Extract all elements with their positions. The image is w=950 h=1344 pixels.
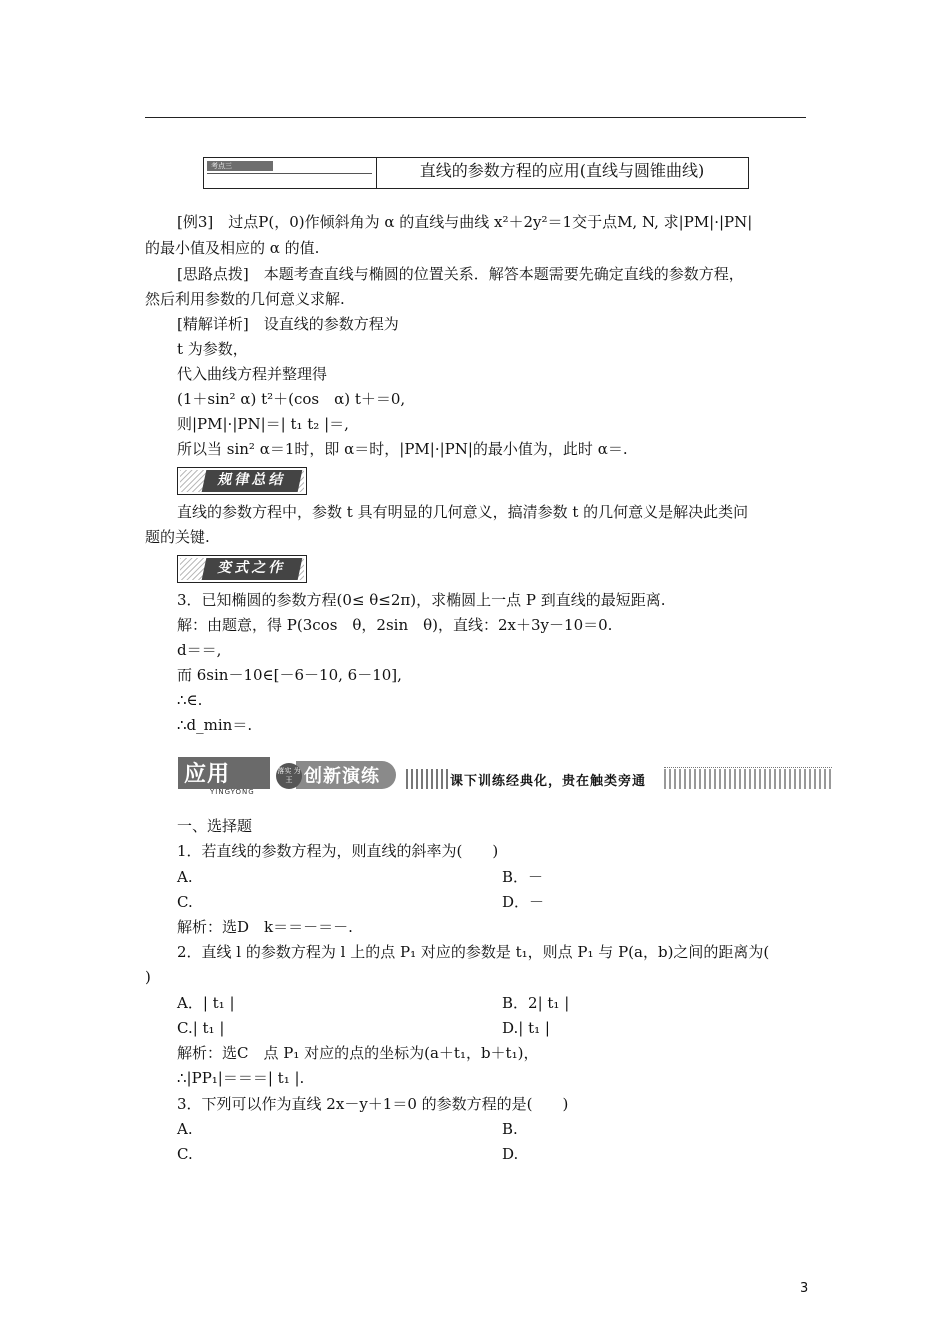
q2-stem: 2．直线 l 的参数方程为 l 上的点 P₁ 对应的参数是 t₁，则点 P₁ 与 P(a，b)之间的距离为( xyxy=(177,943,770,961)
summary-badge xyxy=(177,467,307,495)
solution-line-5: 则|PM|·|PN|＝| t₁ t₂ |＝, xyxy=(177,415,349,433)
q2-option-d: D.| t₁ | xyxy=(502,1019,550,1037)
variant-question: 3．已知椭圆的参数方程(0≤ θ≤2π)，求椭圆上一点 P 到直线的最短距离. xyxy=(177,591,666,609)
banner-bars-left xyxy=(406,769,448,789)
example-line-2: 的最小值及相应的 α 的值. xyxy=(145,239,320,257)
q2-answer-2: ∴|PP₁|＝＝＝| t₁ |. xyxy=(177,1069,305,1087)
banner-pinyin: YINGYONG xyxy=(210,788,255,796)
q1-option-b: B．－ xyxy=(502,868,544,886)
banner-dotted-rule xyxy=(664,767,832,768)
section-tag: 考点三 xyxy=(207,161,273,171)
q3-option-c: C. xyxy=(177,1145,193,1163)
section-title: 直线的参数方程的应用(直线与圆锥曲线) xyxy=(419,161,705,180)
solution-line-3: 代入曲线方程并整理得 xyxy=(177,365,328,383)
variant-answer-2: d＝＝, xyxy=(177,641,222,659)
q3-stem: 3．下列可以作为直线 2x－y＋1＝0 的参数方程的是( ) xyxy=(177,1095,569,1113)
example-line-1: [例3] 过点P(，0)作倾斜角为 α 的直线与曲线 x²＋2y²＝1交于点M, N, 求|PM|·|PN| xyxy=(177,213,753,231)
section-header xyxy=(203,157,749,189)
q1-option-d: D．－ xyxy=(502,893,545,911)
q1-option-c: C. xyxy=(177,893,193,911)
variant-answer-3: 而 6sin－10∈[－6－10, 6－10], xyxy=(177,666,402,684)
tag-underline xyxy=(207,173,372,174)
variant-badge-label: 变式之作 xyxy=(202,558,303,580)
q2-option-a: A．| t₁ | xyxy=(177,994,235,1012)
summary-badge-label: 规律总结 xyxy=(202,470,303,492)
banner-word-2: 创新演练 xyxy=(304,766,380,787)
variant-answer-1: 解：由题意，得 P(3cos θ，2sin θ)，直线：2x＋3y－10＝0. xyxy=(177,616,613,634)
solution-line-6: 所以当 sin² α＝1时，即 α＝时，|PM|·|PN|的最小值为，此时 α＝. xyxy=(177,440,628,458)
banner-slogan: 课下训练经典化，贵在触类旁通 xyxy=(450,774,647,789)
q3-option-b: B. xyxy=(502,1120,518,1138)
banner-word-1: 应用 xyxy=(184,762,231,787)
header-rule xyxy=(145,117,806,118)
exercise-heading: 一、选择题 xyxy=(177,817,253,835)
hint-line-2: 然后利用参数的几何意义求解. xyxy=(145,290,345,308)
solution-line-2: t 为参数， xyxy=(177,340,248,358)
q1-option-a: A. xyxy=(177,868,193,886)
q2-stem-cont: ) xyxy=(145,968,151,986)
banner-circle-badge: 落实 为王 xyxy=(276,763,302,789)
hint-line-1: [思路点拨] 本题考查直线与椭圆的位置关系．解答本题需要先确定直线的参数方程， xyxy=(177,265,744,283)
q1-stem: 1．若直线的参数方程为，则直线的斜率为( ) xyxy=(177,842,499,860)
page-number: 3 xyxy=(800,1281,809,1296)
summary-line-1: 直线的参数方程中，参数 t 具有明显的几何意义，搞清参数 t 的几何意义是解决此类问 xyxy=(177,503,749,521)
variant-answer-4: ∴∈. xyxy=(177,691,203,709)
q2-option-c: C.| t₁ | xyxy=(177,1019,225,1037)
q2-option-b: B．2| t₁ | xyxy=(502,994,570,1012)
q3-option-d: D. xyxy=(502,1145,519,1163)
summary-line-2: 题的关键. xyxy=(145,528,210,546)
q2-answer-1: 解析：选C 点 P₁ 对应的点的坐标为(a＋t₁，b＋t₁)， xyxy=(177,1044,539,1062)
banner-bars-right xyxy=(664,769,832,789)
q3-option-a: A. xyxy=(177,1120,193,1138)
variant-badge xyxy=(177,555,307,583)
solution-line-4: (1＋sin² α) t²＋(cos α) t＋＝0, xyxy=(177,390,406,408)
variant-answer-5: ∴d_min＝. xyxy=(177,716,253,734)
solution-line-1: [精解详析] 设直线的参数方程为 xyxy=(177,315,399,333)
practice-banner xyxy=(178,757,832,797)
q1-answer: 解析：选D k＝＝－＝－. xyxy=(177,918,353,936)
